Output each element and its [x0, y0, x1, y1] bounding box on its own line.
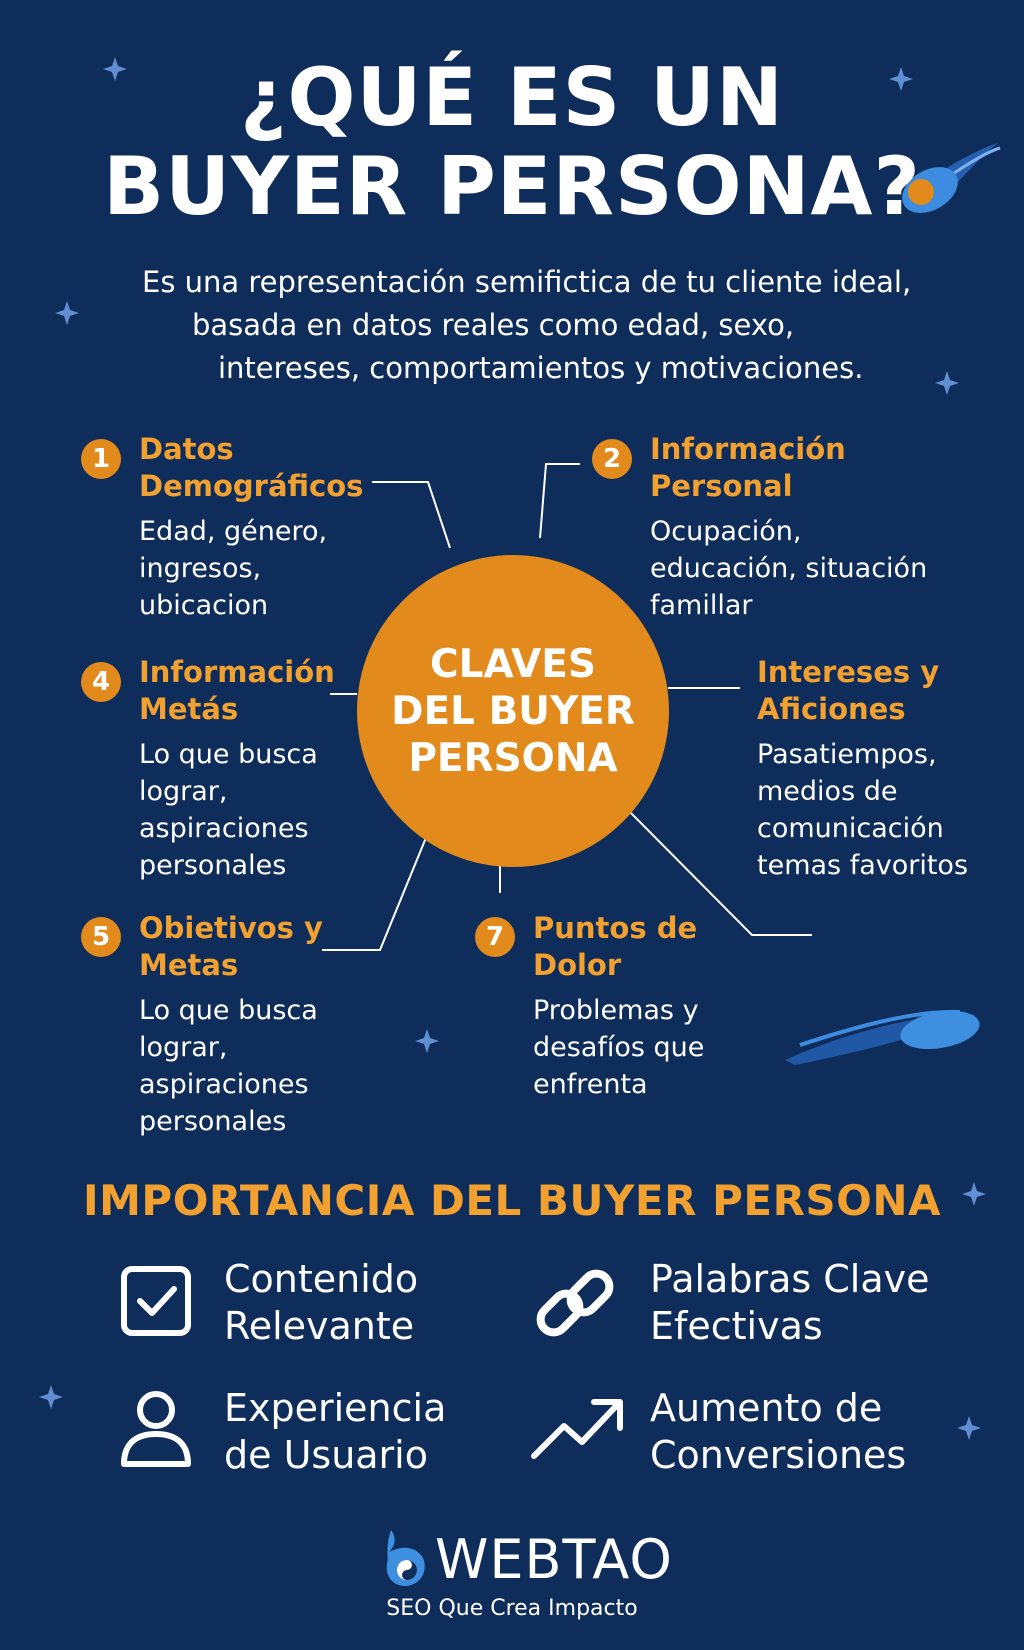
trend-up-icon — [530, 1392, 626, 1462]
key-description: Lo que busca lograr, aspiraciones personales — [139, 739, 318, 881]
key-description: Edad, género, ingresos, ubicacion — [139, 516, 328, 621]
center-circle — [357, 555, 669, 867]
key-title: Intereses y Aficiones — [757, 655, 940, 726]
key-description: Pasatiempos, medios de comunicación temas favoritos — [757, 739, 969, 881]
importance-item-label: Palabras Clave Efectivas — [650, 1257, 930, 1348]
webtao-logo-icon — [383, 1528, 433, 1590]
page-title-line1: ¿QUÉ ES UN — [240, 51, 784, 144]
key-description: Problemas y desafíos que enfrenta — [533, 995, 705, 1100]
link-icon — [530, 1258, 620, 1348]
key-title: Información Metás — [139, 655, 335, 726]
page-title-line2: BUYER PERSONA? — [103, 140, 921, 233]
badge-number: 4 — [81, 662, 121, 702]
importance-item-label: Experiencia de Usuario — [224, 1386, 447, 1477]
key-title: Datos Demográficos — [139, 432, 364, 503]
brand-name: WEBTAO — [435, 1528, 673, 1591]
key-title: Obietivos y Metas — [139, 911, 323, 982]
badge-number: 5 — [81, 917, 121, 957]
key-title: Puntos de Dolor — [533, 911, 698, 982]
badge-number: 7 — [475, 917, 515, 957]
checkbox-icon — [120, 1265, 192, 1337]
importance-item-label: Aumento de Conversiones — [650, 1386, 907, 1477]
user-icon — [118, 1388, 194, 1468]
comet-icon-middle — [785, 1005, 983, 1065]
key-description: Ocupación, educación, situación famillar — [650, 516, 928, 621]
importance-title: IMPORTANCIA DEL BUYER PERSONA — [82, 1176, 942, 1225]
center-label: CLAVES DEL BUYER PERSONA — [391, 641, 635, 781]
key-title: Información Personal — [650, 432, 846, 503]
subtitle-line1: Es una representación semifictica de tu cliente ideal, — [142, 265, 912, 299]
subtitle-line2: basada en datos reales como edad, sexo, — [192, 308, 795, 342]
importance-item-label: Contenido Relevante — [224, 1257, 419, 1348]
subtitle-line3: intereses, comportamientos y motivaciones. — [218, 351, 864, 385]
badge-number: 2 — [592, 439, 632, 479]
key-description: Lo que busca lograr, aspiraciones personales — [139, 995, 318, 1137]
brand-tagline: SEO Que Crea Impacto — [386, 1596, 638, 1621]
badge-number: 1 — [81, 439, 121, 479]
